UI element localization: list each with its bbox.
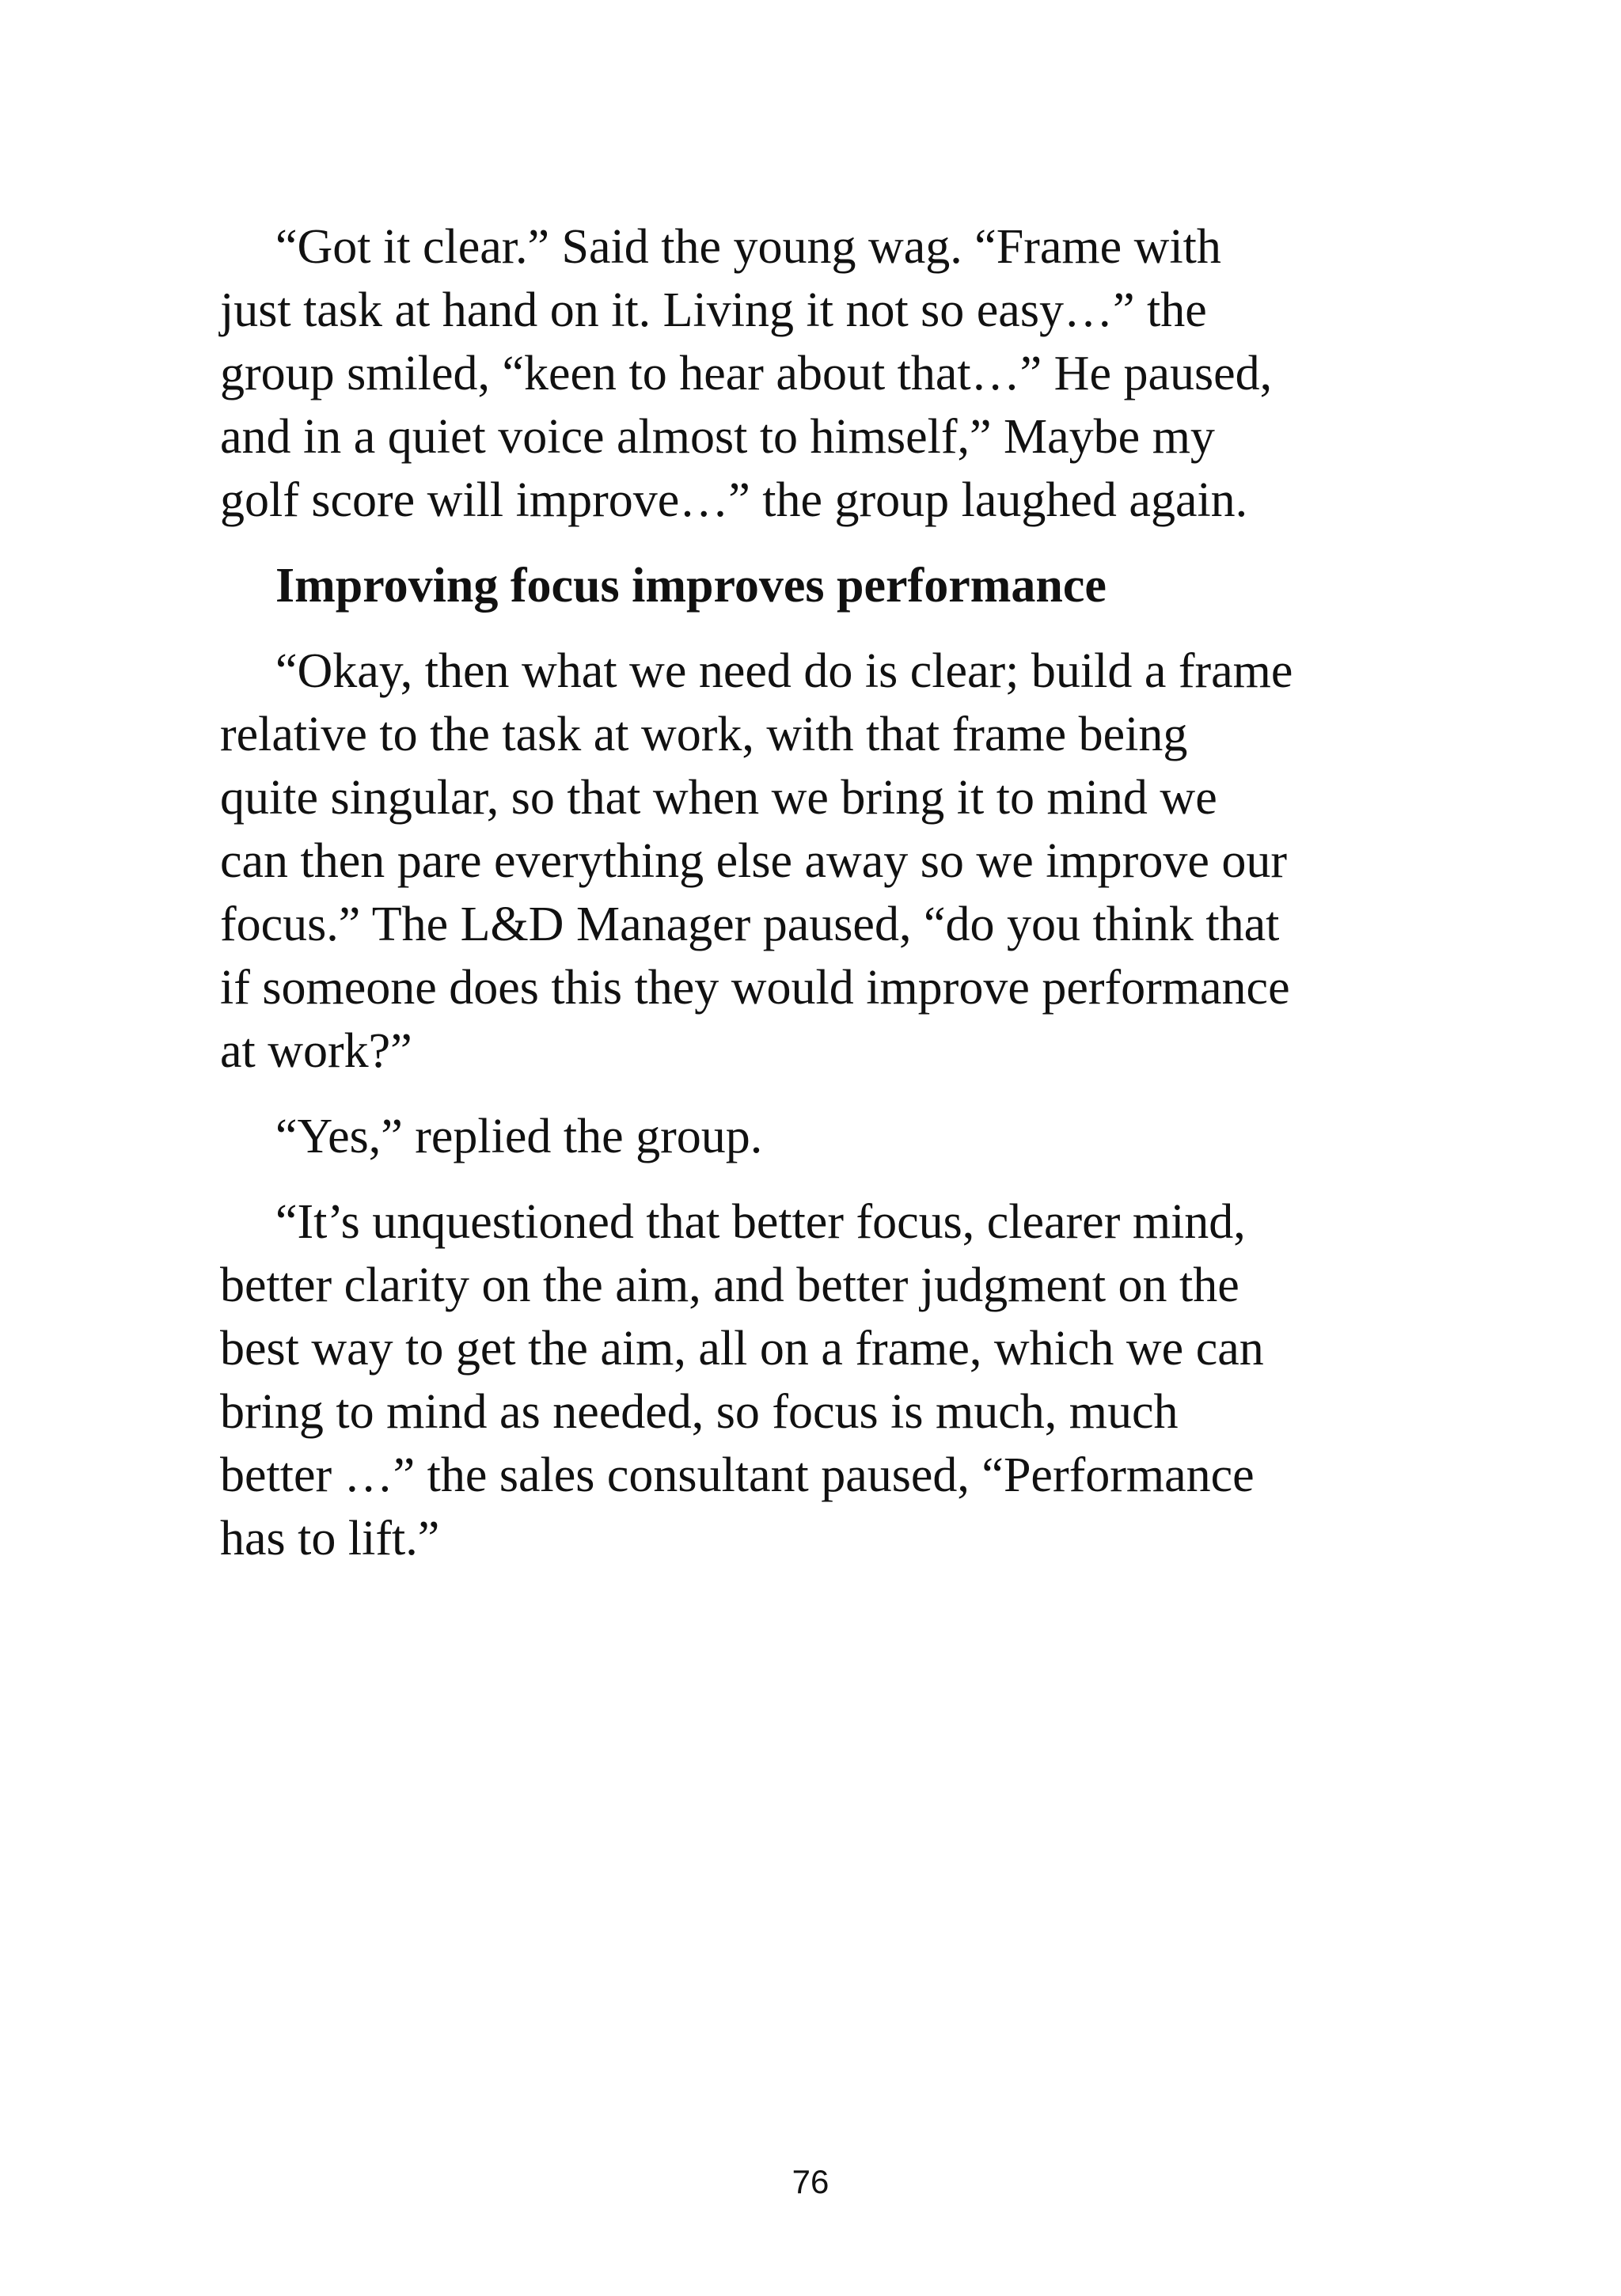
text-line: relative to the task at work, with that frame being [220,708,1188,761]
page-number: 76 [792,2163,829,2200]
text-line: if someone does this they would improve performance [220,961,1290,1015]
text-line: and in a quiet voice almost to himself,” Maybe my [220,410,1215,464]
page-body [220,215,1423,1592]
text-line: at work?” [220,1024,412,1078]
paragraph-2 [220,639,1423,1083]
text-line: golf score will improve…” the group laughed again. [220,473,1248,527]
text-line: better clarity on the aim, and better judgment on the [220,1258,1239,1312]
text-line: group smiled, “keen to hear about that…” He paused, [220,347,1273,400]
paragraph-1 [220,215,1423,532]
paragraph-3 [220,1105,1423,1168]
paragraph-4 [220,1190,1423,1570]
text-line: “Yes,” replied the group. [275,1110,763,1163]
text-line: best way to get the aim, all on a frame, which we can [220,1322,1264,1376]
text-line: better …” the sales consultant paused, “Performance [220,1448,1255,1502]
text-line: bring to mind as needed, so focus is much, much [220,1385,1179,1439]
text-line: quite singular, so that when we bring it to mind we [220,771,1217,825]
text-line: “Got it clear.” Said the young wag. “Frame with [275,220,1221,274]
section-heading: Improving focus improves performance [275,559,1107,613]
text-line: has to lift.” [220,1512,440,1565]
text-line: can then pare everything else away so we improve our [220,834,1287,888]
text-line: “Okay, then what we need do is clear; build a frame [275,644,1293,698]
text-line: “It’s unquestioned that better focus, clearer mind, [275,1195,1246,1249]
text-line: focus.” The L&D Manager paused, “do you think that [220,898,1280,951]
text-line: just task at hand on it. Living it not so easy…” the [220,283,1207,337]
